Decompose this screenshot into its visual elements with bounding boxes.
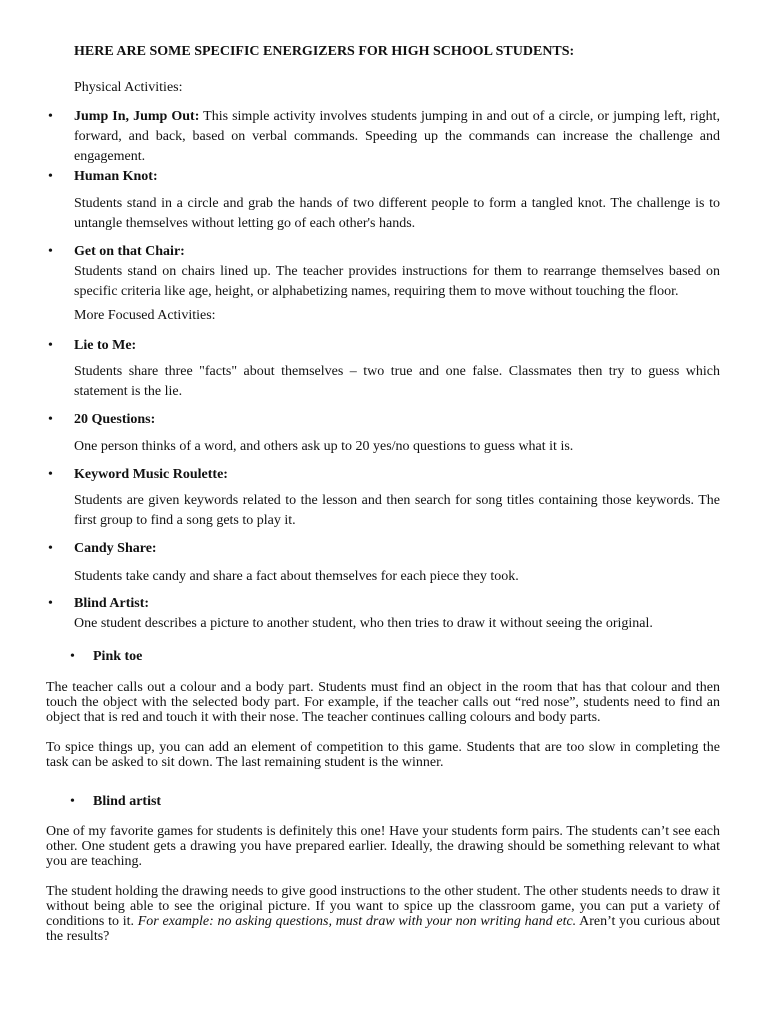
- bullet-icon: •: [48, 541, 53, 556]
- paragraph-italic-example: For example: no asking questions, must draw with your non writing hand etc.: [137, 914, 577, 929]
- bullet-icon: •: [48, 412, 53, 427]
- list-item-blind-artist: [48, 594, 720, 614]
- item-title: Human Knot:: [74, 169, 158, 184]
- physical-activities-label: Physical Activities:: [74, 80, 183, 95]
- item-title: Lie to Me:: [74, 338, 137, 353]
- list-item-human-knot: [48, 167, 720, 187]
- item-title: Get on that Chair:: [74, 244, 185, 259]
- bullet-icon: •: [70, 794, 75, 809]
- list-item-get-on-that-chair: [48, 242, 720, 262]
- item-text: This simple activity involves students jumping in and out of a circle, or jumping left, right, forward, and back, based on verbal commands. Speeding up the commands can increase the challenge and engagement.: [74, 109, 720, 164]
- item-title: Blind Artist:: [74, 596, 150, 611]
- paragraph-text: The student holding the drawing needs to give good instructions to the other student. The other students needs to draw it without being able to see the original picture. If you want to spice up the classroom game, you can put a variety of conditions to it.: [46, 884, 720, 929]
- document-heading: HERE ARE SOME SPECIFIC ENERGIZERS FOR HIGH SCHOOL STUDENTS:: [74, 44, 575, 59]
- blind-artist-paragraph-2: [46, 884, 720, 944]
- blind-artist-title-text: Blind artist: [93, 794, 162, 809]
- bullet-icon: •: [48, 596, 53, 611]
- item-description: One student describes a picture to another student, who then tries to draw it without seeing the original.: [74, 616, 653, 631]
- item-description: Students share three "facts" about themselves – two true and one false. Classmates then try to guess which statement is the lie.: [74, 364, 720, 399]
- bullet-icon: •: [70, 649, 75, 664]
- list-item-keyword-music-roulette: [48, 465, 720, 485]
- list-item-lie-to-me: [48, 336, 720, 356]
- pink-toe-title-text: Pink toe: [93, 649, 143, 664]
- item-description: Students stand in a circle and grab the hands of two different people to form a tangled knot. The challenge is to untangle themselves without letting go of each other's hands.: [74, 196, 720, 231]
- item-description: Students take candy and share a fact about themselves for each piece they took.: [74, 569, 519, 584]
- item-title: Keyword Music Roulette:: [74, 467, 228, 482]
- bullet-icon: •: [48, 467, 53, 482]
- bullet-icon: •: [48, 338, 53, 353]
- item-description: Students stand on chairs lined up. The teacher provides instructions for them to rearrange themselves based on specific criteria like age, height, or alphabetizing names, requiring them to move without touching the floor.: [74, 264, 720, 299]
- list-item-20-questions: [48, 410, 720, 430]
- list-item-candy-share: [48, 539, 720, 559]
- item-title: Jump In, Jump Out:: [74, 109, 200, 124]
- pink-toe-title: [70, 648, 143, 666]
- bullet-icon: •: [48, 244, 53, 259]
- focused-activities-label: More Focused Activities:: [74, 308, 216, 323]
- bullet-icon: •: [48, 109, 53, 124]
- item-description: One person thinks of a word, and others ask up to 20 yes/no questions to guess what it is.: [74, 439, 574, 454]
- item-title: 20 Questions:: [74, 412, 156, 427]
- blind-artist-paragraph-1: One of my favorite games for students is definitely this one! Have your students form pairs. The students can’t see each other. One student gets a drawing you have prepared earlier. Ideally, the drawing should be something relevant to what you are teaching.: [46, 824, 720, 869]
- blind-artist-title: [70, 793, 162, 811]
- item-description: Students are given keywords related to the lesson and then search for song titles containing those keywords. The first group to find a song gets to play it.: [74, 493, 720, 528]
- paragraph-text-end: Aren’t you curious about the results?: [46, 914, 720, 944]
- list-item-jump-in-jump-out: [48, 107, 720, 167]
- item-title: Candy Share:: [74, 541, 157, 556]
- bullet-icon: •: [48, 169, 53, 184]
- pink-toe-paragraph-1: The teacher calls out a colour and a body part. Students must find an object in the room that has that colour and then touch the object with the selected body part. For example, if the teacher calls out “red nose”, students need to find an object that is red and touch it with their nose. The teacher continues calling colours and body parts.: [46, 680, 720, 725]
- pink-toe-paragraph-2: To spice things up, you can add an element of competition to this game. Students that are too slow in completing the task can be asked to sit down. The last remaining student is the winner.: [46, 740, 720, 770]
